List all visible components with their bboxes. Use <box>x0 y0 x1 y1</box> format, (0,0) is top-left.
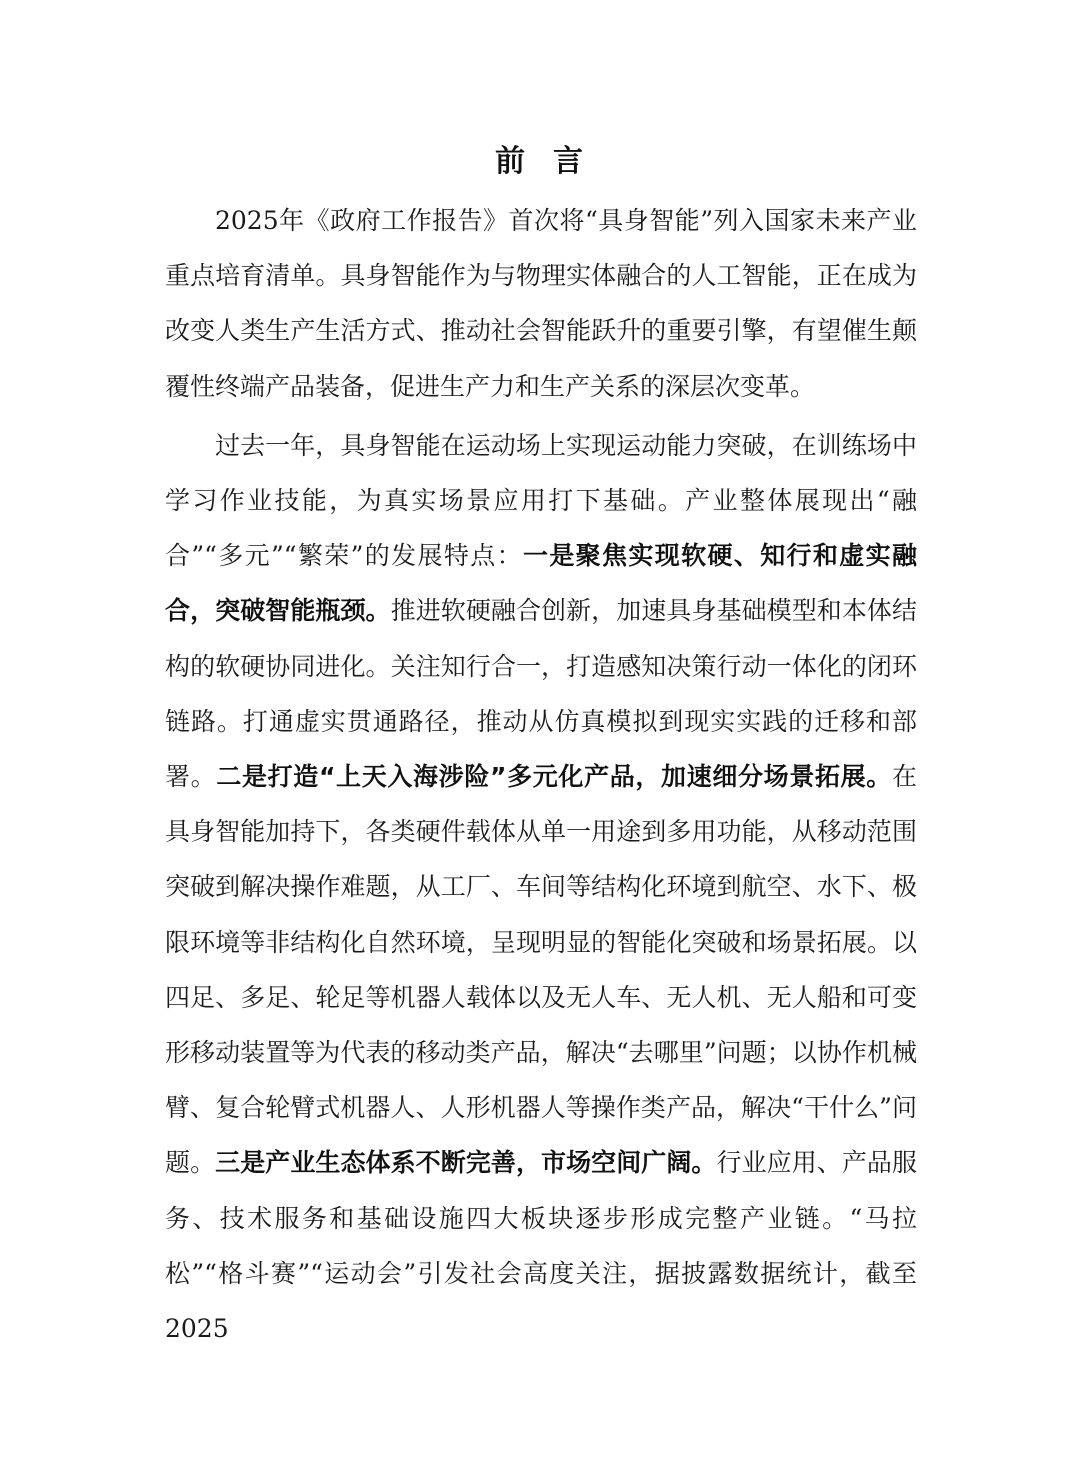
text-segment: 推进软硬融合创新，加速具身基础模型和本体结构的软硬协同进化。关注知行合一，打造感知决策行动一体化的闭环链路。打通虚实贯通路径，推动从仿真模拟到现实实践的迁移和部署。 <box>165 596 917 792</box>
title-char-1: 前 <box>495 144 527 179</box>
bold-text-segment: 三是产业生态体系不断完善，市场空间广阔。 <box>215 1148 717 1178</box>
text-segment: 过去一年，具身智能在运动场上实现运动能力突破，在训练场中学习作业技能，为真实场景应用打下基础。产业整体展现出“融合”“多元”“繁荣”的发展特点： <box>165 430 917 571</box>
bold-text-segment: 一是聚焦实现软硬、知行和虚实融合，突破智能瓶颈。 <box>165 541 917 626</box>
bold-text-segment: 二是打造“上天入海涉险”多元化产品，加速细分场景拓展。 <box>216 762 892 792</box>
paragraph <box>165 418 917 1356</box>
text-segment: 2025年《政府工作报告》首次将“具身智能”列入国家未来产业重点培育清单。具身智能作为与物理实体融合的人工智能，正在成为改变人类生产生活方式、推动社会智能跃升的重要引擎，有望催生颠覆性终端产品装备，促进生产力和生产关系的深层次变革。 <box>165 206 917 401</box>
page-title <box>0 142 1080 182</box>
preface-body <box>165 193 917 1356</box>
title-char-2: 言 <box>553 144 585 179</box>
text-segment: 在具身智能加持下，各类硬件载体从单一用途到多用功能，从移动范围突破到解决操作难题，从工厂、车间等结构化环境到航空、水下、极限环境等非结构化自然环境，呈现明显的智能化突破和场景拓展。以四足、多足、轮足等机器人载体以及无人车、无人机、无人船和可变形移动装置等为代表的移动类产品，解决“去哪里”问题；以协作机械臂、复合轮臂式机器人、人形机器人等操作类产品，解决“干什么”问题。 <box>165 762 917 1178</box>
text-segment: 行业应用、产品服务、技术服务和基础设施四大板块逐步形成完整产业链。“马拉松”“格斗赛”“运动会”引发社会高度关注，据披露数据统计，截至2025 <box>165 1148 917 1344</box>
paragraph <box>165 193 917 414</box>
